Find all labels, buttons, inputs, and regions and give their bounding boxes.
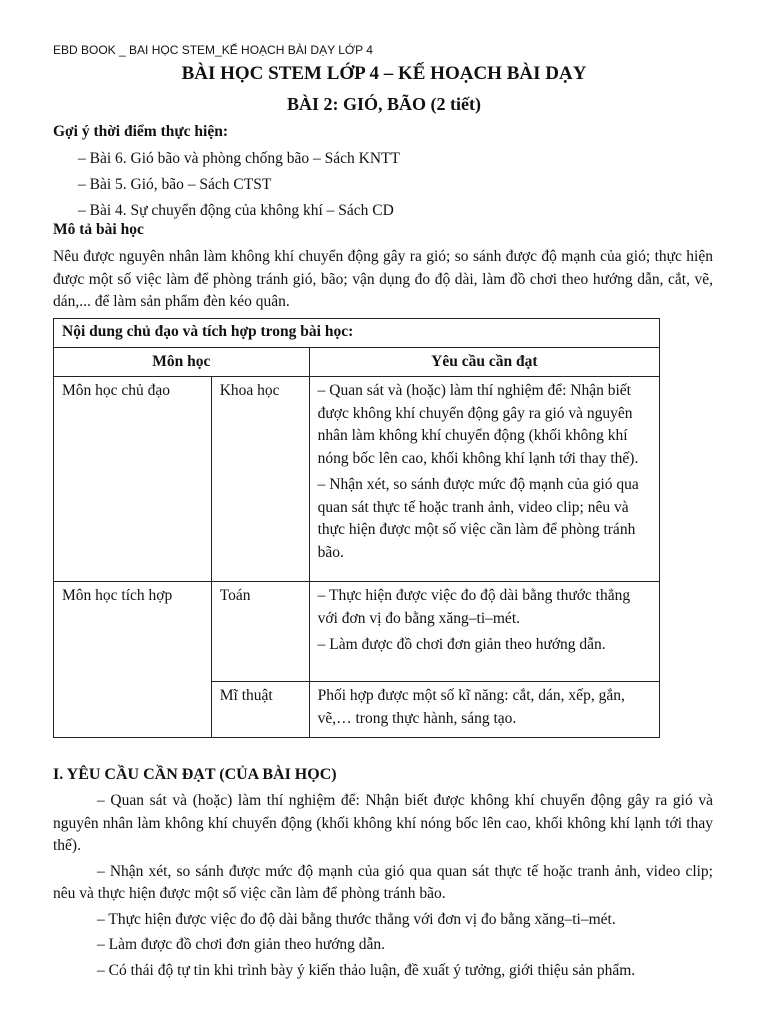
description-heading: Mô tả bài học	[53, 221, 144, 238]
table-row	[54, 377, 660, 582]
requirement-cell	[309, 377, 659, 582]
running-head: EBD BOOK _ BAI HỌC STEM_KẾ HOẠCH BÀI DẠY LỚP 4	[53, 43, 373, 57]
section-item: – Làm được đồ chơi đơn giản theo hướng dẫn.	[97, 936, 386, 953]
requirement-item: – Thực hiện được việc đo độ dài bằng thước thẳng với đơn vị đo bằng xăng–ti–mét.	[317, 587, 631, 627]
table-header-row	[54, 347, 660, 377]
section-body	[53, 790, 713, 985]
suggest-item: – Bài 5. Gió, bão – Sách CTST	[78, 176, 272, 193]
table-title: Nội dung chủ đạo và tích hợp trong bài học:	[54, 319, 660, 348]
lesson-title: BÀI 2: GIÓ, BÃO (2 tiết)	[287, 94, 481, 114]
subject-cell: Mĩ thuật	[211, 682, 309, 738]
section-item: – Thực hiện được việc đo độ dài bằng thước thẳng với đơn vị đo bằng xăng–ti–mét.	[97, 910, 616, 928]
suggest-heading: Gợi ý thời điểm thực hiện:	[53, 123, 229, 140]
requirement-item: Phối hợp được một số kĩ năng: cắt, dán, xếp, gắn, vẽ,… trong thực hành, sáng tạo.	[317, 687, 625, 727]
requirement-cell	[309, 682, 659, 738]
column-header-subject: Môn học	[54, 347, 310, 377]
requirement-item: – Làm được đồ chơi đơn giản theo hướng dẫn.	[317, 636, 606, 653]
suggest-item: – Bài 6. Gió bão và phòng chống bão – Sách KNTT	[78, 150, 400, 167]
section-item: – Quan sát và (hoặc) làm thí nghiệm để: Nhận biết được không khí chuyển động gây ra gió và nguyên nhân làm không khí chuyển động (khối không khí nóng bốc lên cao, khối không khí lạnh tới thay thế).	[53, 792, 713, 854]
requirement-item: – Nhận xét, so sánh được mức độ mạnh của gió qua quan sát thực tế hoặc tranh ảnh, video clip; nêu và thực hiện được một số việc cần làm để phòng tránh bão.	[317, 476, 639, 561]
suggest-list	[78, 146, 400, 224]
section-item: – Nhận xét, so sánh được mức độ mạnh của gió qua quan sát thực tế hoặc tranh ảnh, video clip; nêu và thực hiện được một số việc cần làm để phòng tránh bão.	[53, 862, 713, 902]
subject-group-cell: Môn học chủ đạo	[54, 377, 212, 582]
document-title: BÀI HỌC STEM LỚP 4 – KẾ HOẠCH BÀI DẠY	[181, 63, 587, 84]
requirement-cell	[309, 582, 659, 682]
section-heading: I. YÊU CẦU CẦN ĐẠT (CỦA BÀI HỌC)	[53, 766, 337, 783]
subject-cell: Toán	[211, 582, 309, 682]
section-item: – Có thái độ tự tin khi trình bày ý kiến thảo luận, đề xuất ý tưởng, giới thiệu sản phẩm.	[97, 961, 636, 979]
content-table	[53, 318, 660, 738]
requirement-item: – Quan sát và (hoặc) làm thí nghiệm để: Nhận biết được không khí chuyển động gây ra gió và nguyên nhân làm không khí chuyển động (khối không khí nóng bốc lên cao, khối không khí lạnh tới thay thế).	[317, 382, 639, 467]
table-row	[54, 582, 660, 682]
table-title-row	[54, 319, 660, 348]
suggest-item: – Bài 4. Sự chuyển động của không khí – Sách CD	[78, 202, 394, 219]
description-text: Nêu được nguyên nhân làm không khí chuyển động gây ra gió; so sánh được độ mạnh của gió; thực hiện được một số việc làm để phòng tránh gió, bão; vận dụng đo độ dài, làm đồ chơi theo hướng dẫn, cắt, vẽ, dán,... để làm sản phẩm đèn kéo quân.	[53, 248, 713, 310]
subject-group-cell: Môn học tích hợp	[54, 582, 212, 738]
column-header-requirement: Yêu cầu cần đạt	[309, 347, 659, 377]
subject-cell: Khoa học	[211, 377, 309, 582]
